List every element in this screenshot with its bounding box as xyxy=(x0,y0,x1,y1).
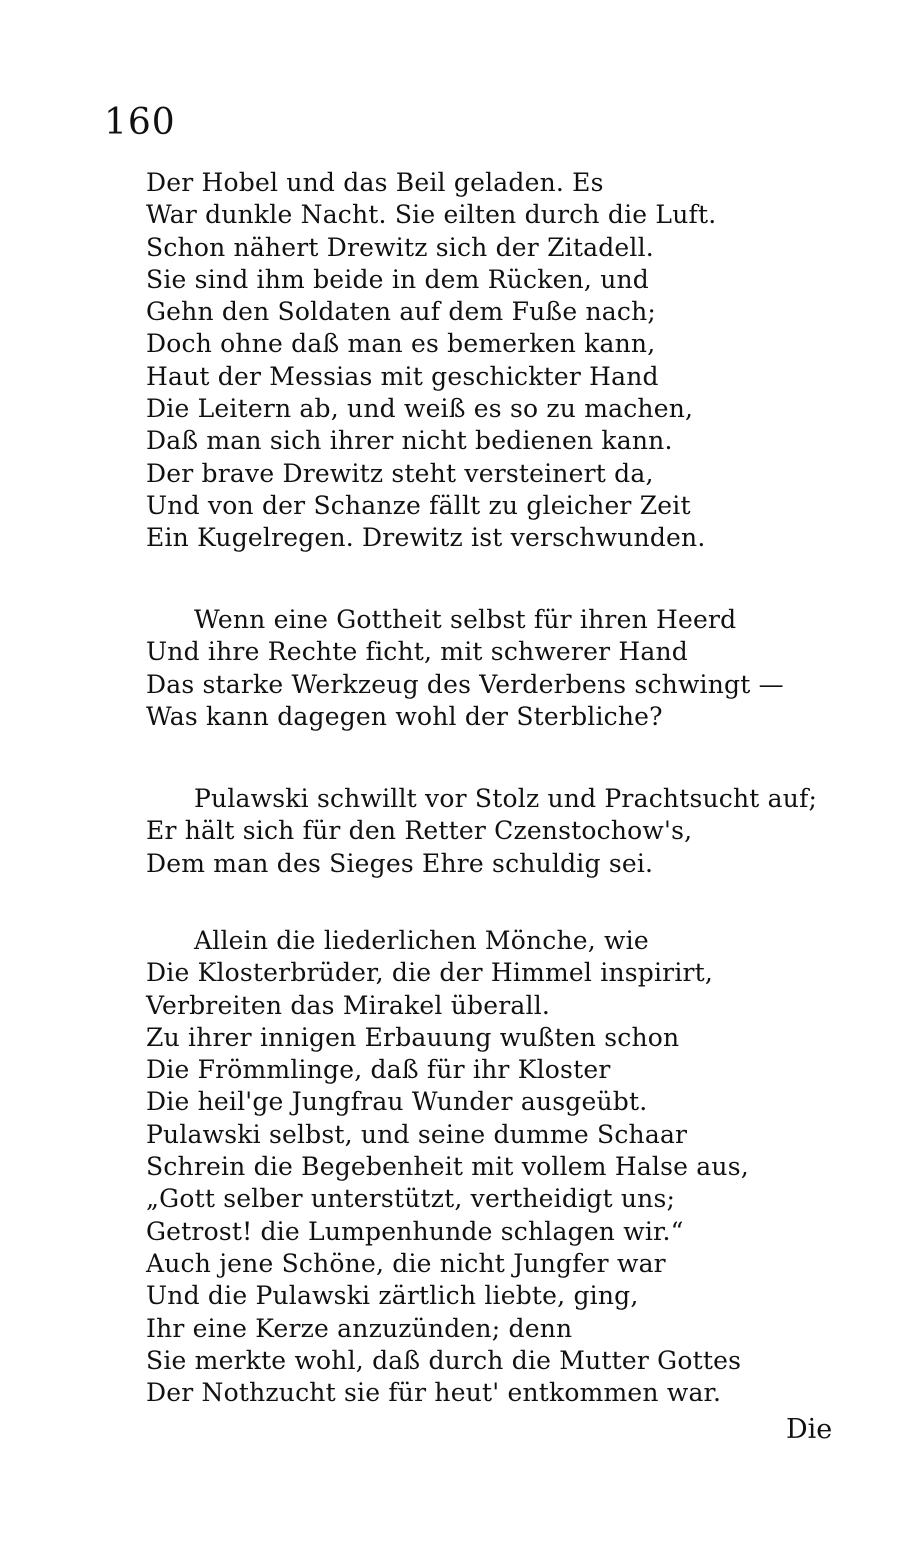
verse-line: Das starke Werkzeug des Verderbens schwingt — xyxy=(146,669,784,699)
verse-line: Die Klosterbrüder, die der Himmel inspirirt, xyxy=(146,958,714,988)
verse-line: Pulawski schwillt vor Stolz und Prachtsucht auf; xyxy=(194,784,818,813)
verse-line: Getrost! die Lumpenhunde schlagen wir.“ xyxy=(146,1216,684,1246)
stanza-3 xyxy=(146,783,817,880)
verse-line: Zu ihrer innigen Erbauung wußten schon xyxy=(146,1022,680,1052)
verse-line: Was kann dagegen wohl der Sterbliche? xyxy=(146,701,663,731)
verse-line: Auch jene Schöne, die nicht Jungfer war xyxy=(146,1248,666,1278)
stanza-4 xyxy=(146,925,749,1409)
verse-line: Die Leitern ab, und weiß es so zu machen, xyxy=(146,394,694,424)
verse-line: Und ihre Rechte ficht, mit schwerer Hand xyxy=(146,637,688,667)
verse-line: Haut der Messias mit geschickter Hand xyxy=(146,361,659,391)
verse-line: Die Frömmlinge, daß für ihr Kloster xyxy=(146,1055,611,1085)
verse-line: War dunkle Nacht. Sie eilten durch die Luft. xyxy=(146,200,717,230)
verse-line: Ihr eine Kerze anzuzünden; denn xyxy=(146,1313,573,1343)
verse-line: Der Hobel und das Beil geladen. Es xyxy=(146,168,604,197)
verse-line: Die heil'ge Jungfrau Wunder ausgeübt. xyxy=(146,1087,648,1117)
verse-line: „Gott selber unterstützt, vertheidigt uns; xyxy=(146,1184,676,1214)
catchword: Die xyxy=(786,1414,833,1445)
verse-line: Doch ohne daß man es bemerken kann, xyxy=(146,329,656,359)
verse-line: Gehn den Soldaten auf dem Fuße nach; xyxy=(146,297,657,327)
stanza-2 xyxy=(146,604,784,733)
stanza-1 xyxy=(146,167,716,555)
verse-line: Der Nothzucht sie für heut' entkommen war. xyxy=(146,1378,722,1408)
verse-line: Pulawski selbst, und seine dumme Schaar xyxy=(146,1119,688,1149)
verse-line: Der brave Drewitz steht versteinert da, xyxy=(146,458,654,488)
verse-line: Allein die liederlichen Mönche, wie xyxy=(194,926,649,955)
verse-line: Und die Pulawski zärtlich liebte, ging, xyxy=(146,1281,639,1311)
verse-line: Wenn eine Gottheit selbst für ihren Heerd xyxy=(194,605,737,634)
verse-line: Er hält sich für den Retter Czenstochow's, xyxy=(146,816,693,846)
verse-line: Ein Kugelregen. Drewitz ist verschwunden. xyxy=(146,523,706,553)
verse-line: Und von der Schanze fällt zu gleicher Zeit xyxy=(146,490,691,520)
page-number: 160 xyxy=(104,102,176,143)
verse-line: Sie merkte wohl, daß durch die Mutter Gottes xyxy=(146,1345,742,1375)
verse-line: Verbreiten das Mirakel überall. xyxy=(146,990,551,1020)
verse-line: Sie sind ihm beide in dem Rücken, und xyxy=(146,264,649,294)
verse-line: Schrein die Begebenheit mit vollem Halse aus, xyxy=(146,1152,749,1182)
verse-line: Daß man sich ihrer nicht bedienen kann. xyxy=(146,426,673,456)
verse-line: Dem man des Sieges Ehre schuldig sei. xyxy=(146,848,654,878)
verse-line: Schon nähert Drewitz sich der Zitadell. xyxy=(146,232,654,262)
